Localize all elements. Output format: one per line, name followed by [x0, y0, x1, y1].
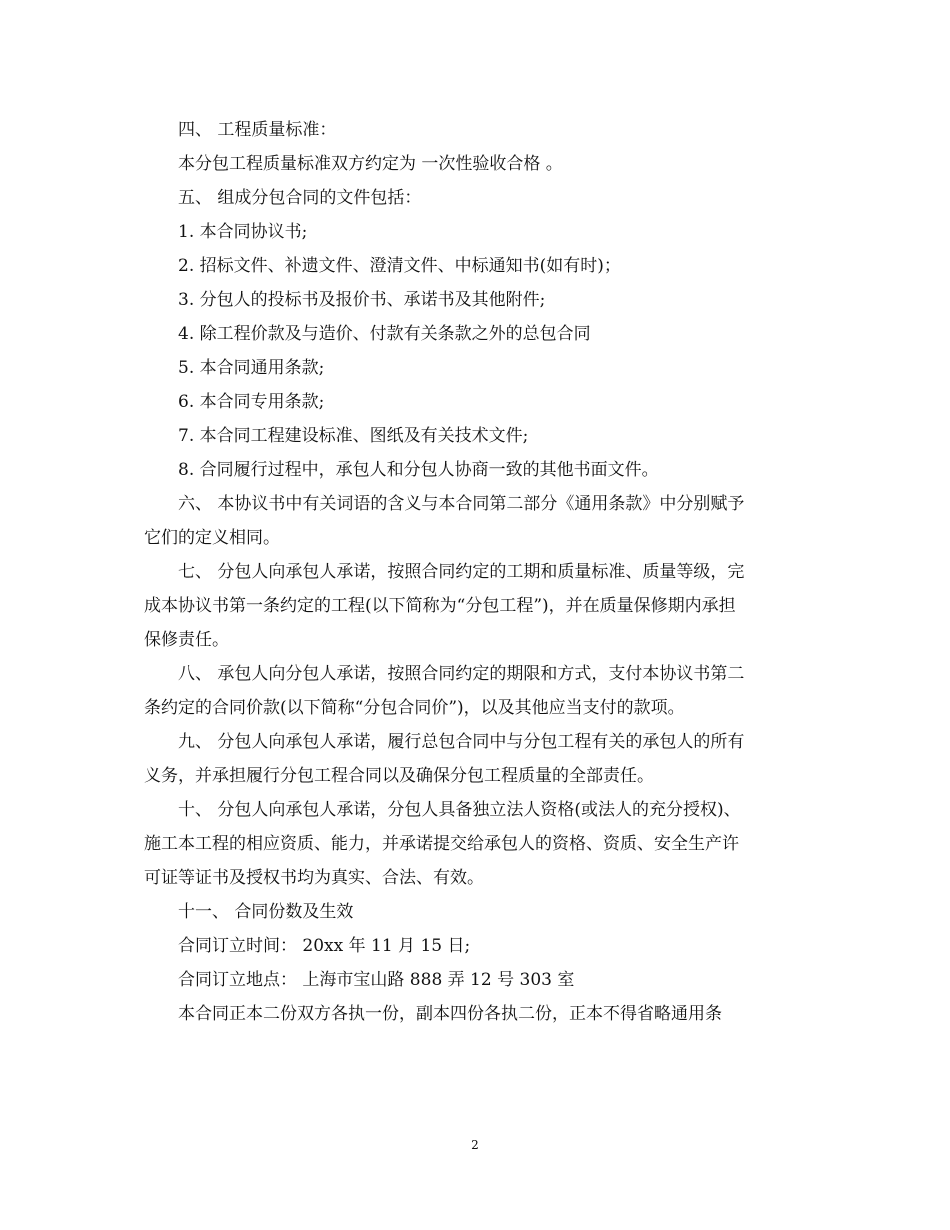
- paragraph-line: 可证等证书及授权书均为真实、合法、有效。: [144, 868, 484, 888]
- document-body: [144, 113, 806, 1031]
- list-item: 1. 本合同协议书;: [178, 222, 308, 242]
- section-heading-4: 四、 工程质量标准：: [178, 120, 337, 140]
- paragraph-line: 十、 分包人向承包人承诺，分包人具备独立法人资格(或法人的充分授权)、: [178, 800, 741, 820]
- paragraph-line: 本合同正本二份双方各执一份，副本四份各执二份，正本不得省略通用条: [178, 1004, 722, 1024]
- list-item: 6. 本合同专用条款;: [178, 392, 325, 412]
- list-item: 3. 分包人的投标书及报价书、承诺书及其他附件;: [178, 290, 546, 310]
- list-item: 2. 招标文件、补遗文件、澄清文件、中标通知书(如有时)；: [178, 256, 621, 276]
- list-item: 7. 本合同工程建设标准、图纸及有关技术文件;: [178, 426, 529, 446]
- contract-date-line: 合同订立时间： 20xx 年 11 月 15 日;: [178, 936, 471, 956]
- paragraph-line: 九、 分包人向承包人承诺，履行总包合同中与分包工程有关的承包人的所有: [178, 732, 745, 752]
- contract-location-line: 合同订立地点： 上海市宝山路 888 弄 12 号 303 室: [178, 970, 575, 990]
- paragraph-line: 义务，并承担履行分包工程合同以及确保分包工程质量的全部责任。: [144, 766, 654, 786]
- list-item: 8. 合同履行过程中，承包人和分包人协商一致的其他书面文件。: [178, 460, 659, 480]
- paragraph-line: 施工本工程的相应资质、能力，并承诺提交给承包人的资格、资质、安全生产许: [144, 834, 739, 854]
- paragraph-line: 本分包工程质量标准双方约定为 一次性验收合格 。: [178, 154, 563, 174]
- section-heading-11: 十一、 合同份数及生效: [178, 902, 354, 922]
- list-item: 4. 除工程价款及与造价、付款有关条款之外的总包合同: [178, 324, 591, 344]
- section-heading-5: 五、 组成分包合同的文件包括：: [178, 188, 422, 208]
- paragraph-line: 它们的定义相同。: [144, 528, 280, 548]
- paragraph-line: 七、 分包人向承包人承诺，按照合同约定的工期和质量标准、质量等级，完: [178, 562, 745, 582]
- paragraph-line: 六、 本协议书中有关词语的含义与本合同第二部分《通用条款》中分别赋予: [178, 494, 745, 514]
- list-item: 5. 本合同通用条款;: [178, 358, 325, 378]
- paragraph-line: 条约定的合同价款(以下简称“分包合同价”)，以及其他应当支付的款项。: [144, 698, 685, 718]
- paragraph-line: 八、 承包人向分包人承诺，按照合同约定的期限和方式，支付本协议书第二: [178, 664, 745, 684]
- paragraph-line: 成本协议书第一条约定的工程(以下简称为“分包工程”)，并在质量保修期内承担: [144, 596, 736, 616]
- page-number: 2: [471, 1138, 479, 1152]
- paragraph-line: 保修责任。: [144, 630, 229, 650]
